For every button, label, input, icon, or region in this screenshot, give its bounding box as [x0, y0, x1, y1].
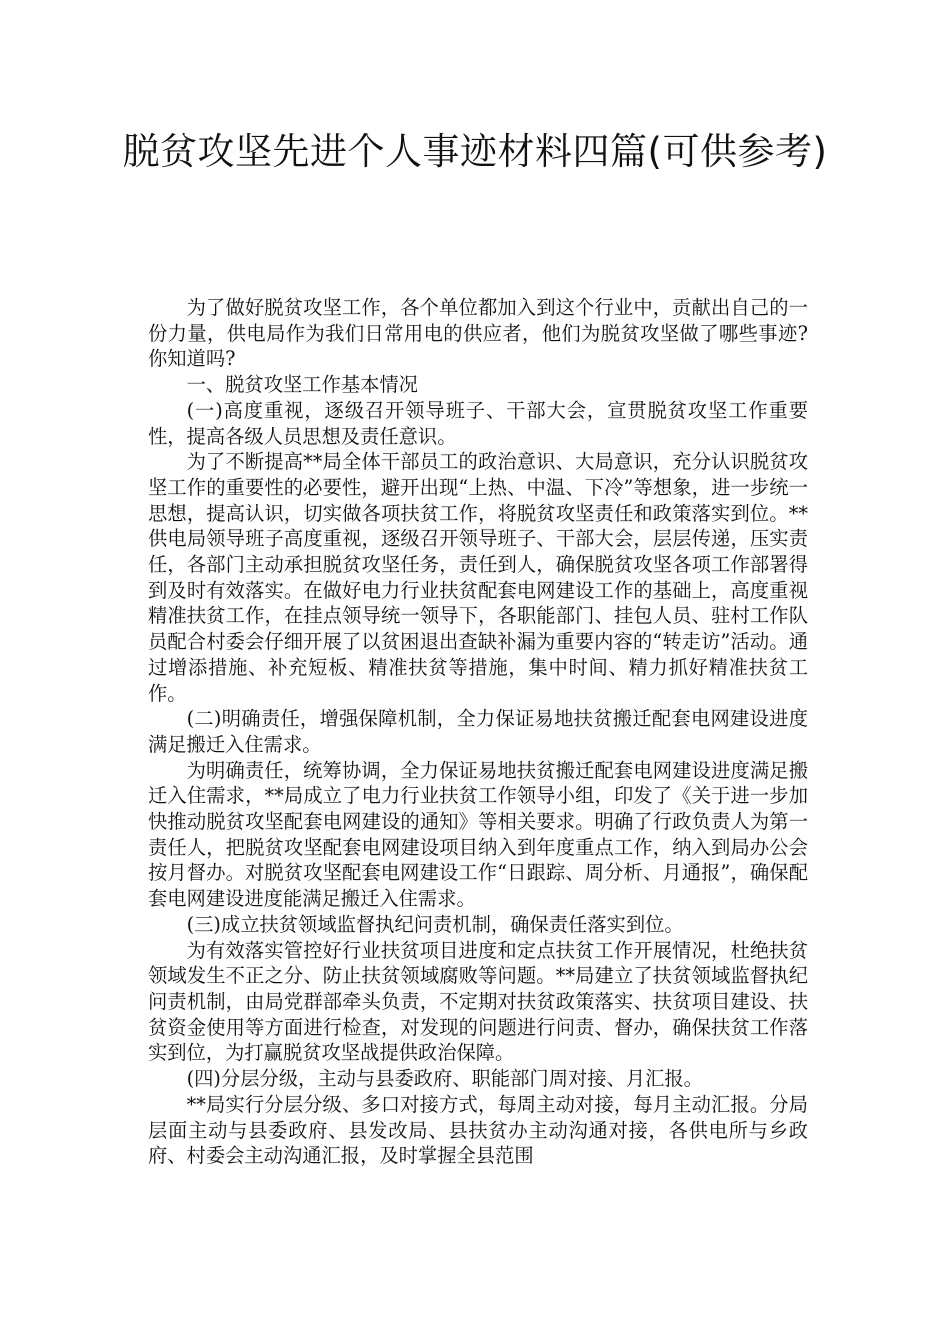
paragraph-intro: 为了做好脱贫攻坚工作，各个单位都加入到这个行业中，贡献出自己的一份力量，供电局作为我们日常用电的供应者，他们为脱贫攻坚做了哪些事迹?你知道吗? [148, 296, 808, 371]
document-body [148, 295, 808, 1169]
subheading-4: (四)分层分级，主动与县委政府、职能部门周对接、月汇报。 [186, 1067, 703, 1091]
document-title: 脱贫攻坚先进个人事迹材料四篇(可供参考) [122, 130, 828, 173]
paragraph-3: 为有效落实管控好行业扶贫项目进度和定点扶贫工作开展情况，杜绝扶贫领域发生不正之分、防止扶贫领域腐败等问题。**局建立了扶贫领域监督执纪问责机制，由局党群部牵头负责，不定期对扶贫政策落实、扶贫项目建设、扶贫资金使用等方面进行检查，对发现的问题进行问责、督办，确保扶贫工作落实到位，为打赢脱贫攻坚战提供政治保障。 [148, 938, 808, 1065]
subheading-1: (一)高度重视，逐级召开领导班子、干部大会，宣贯脱贫攻坚工作重要性，提高各级人员思想及责任意识。 [148, 398, 808, 448]
subheading-2: (二)明确责任，增强保障机制，全力保证易地扶贫搬迁配套电网建设进度满足搬迁入住需求。 [148, 707, 808, 756]
subheading-3: (三)成立扶贫领域监督执纪问责机制，确保责任落实到位。 [186, 912, 684, 936]
paragraph-4: **局实行分层分级、多口对接方式，每周主动对接，每月主动汇报。分局层面主动与县委政府、县发改局、县扶贫办主动沟通对接，各供电所与乡政府、村委会主动沟通汇报，及时掌握全县范围 [148, 1092, 808, 1168]
paragraph-1: 为了不断提高**局全体干部员工的政治意识、大局意识，充分认识脱贫攻坚工作的重要性的必要性，避开出现“上热、中温、下冷”等想象，进一步统一思想，提高认识，切实做各项扶贫工作，将脱贫攻坚责任和政策落实到位。**供电局领导班子高度重视，逐级召开领导班子、干部大会，层层传递，压实责任，各部门主动承担脱贫攻坚任务，责任到人，确保脱贫攻坚各项工作部署得到及时有效落实。在做好电力行业扶贫配套电网建设工作的基础上，高度重视精准扶贫工作，在挂点领导统一领导下，各职能部门、挂包人员、驻村工作队员配合村委会仔细开展了以贫困退出查缺补漏为重要内容的“转走访”活动。通过增添措施、补充短板、精准扶贫等措施，集中时间、精力抓好精准扶贫工作。 [148, 450, 808, 705]
section-heading-1: 一、脱贫攻坚工作基本情况 [186, 373, 418, 397]
paragraph-2: 为明确责任，统筹协调，全力保证易地扶贫搬迁配套电网建设进度满足搬迁入住需求，**局成立了电力行业扶贫工作领导小组，印发了《关于进一步加快推动脱贫攻坚配套电网建设的通知》等相关要求。明确了行政负责人为第一责任人，把脱贫攻坚配套电网建设项目纳入到年度重点工作，纳入到局办公会按月督办。对脱贫攻坚配套电网建设工作“日跟踪、周分析、月通报”，确保配套电网建设进度能满足搬迁入住需求。 [148, 758, 808, 911]
